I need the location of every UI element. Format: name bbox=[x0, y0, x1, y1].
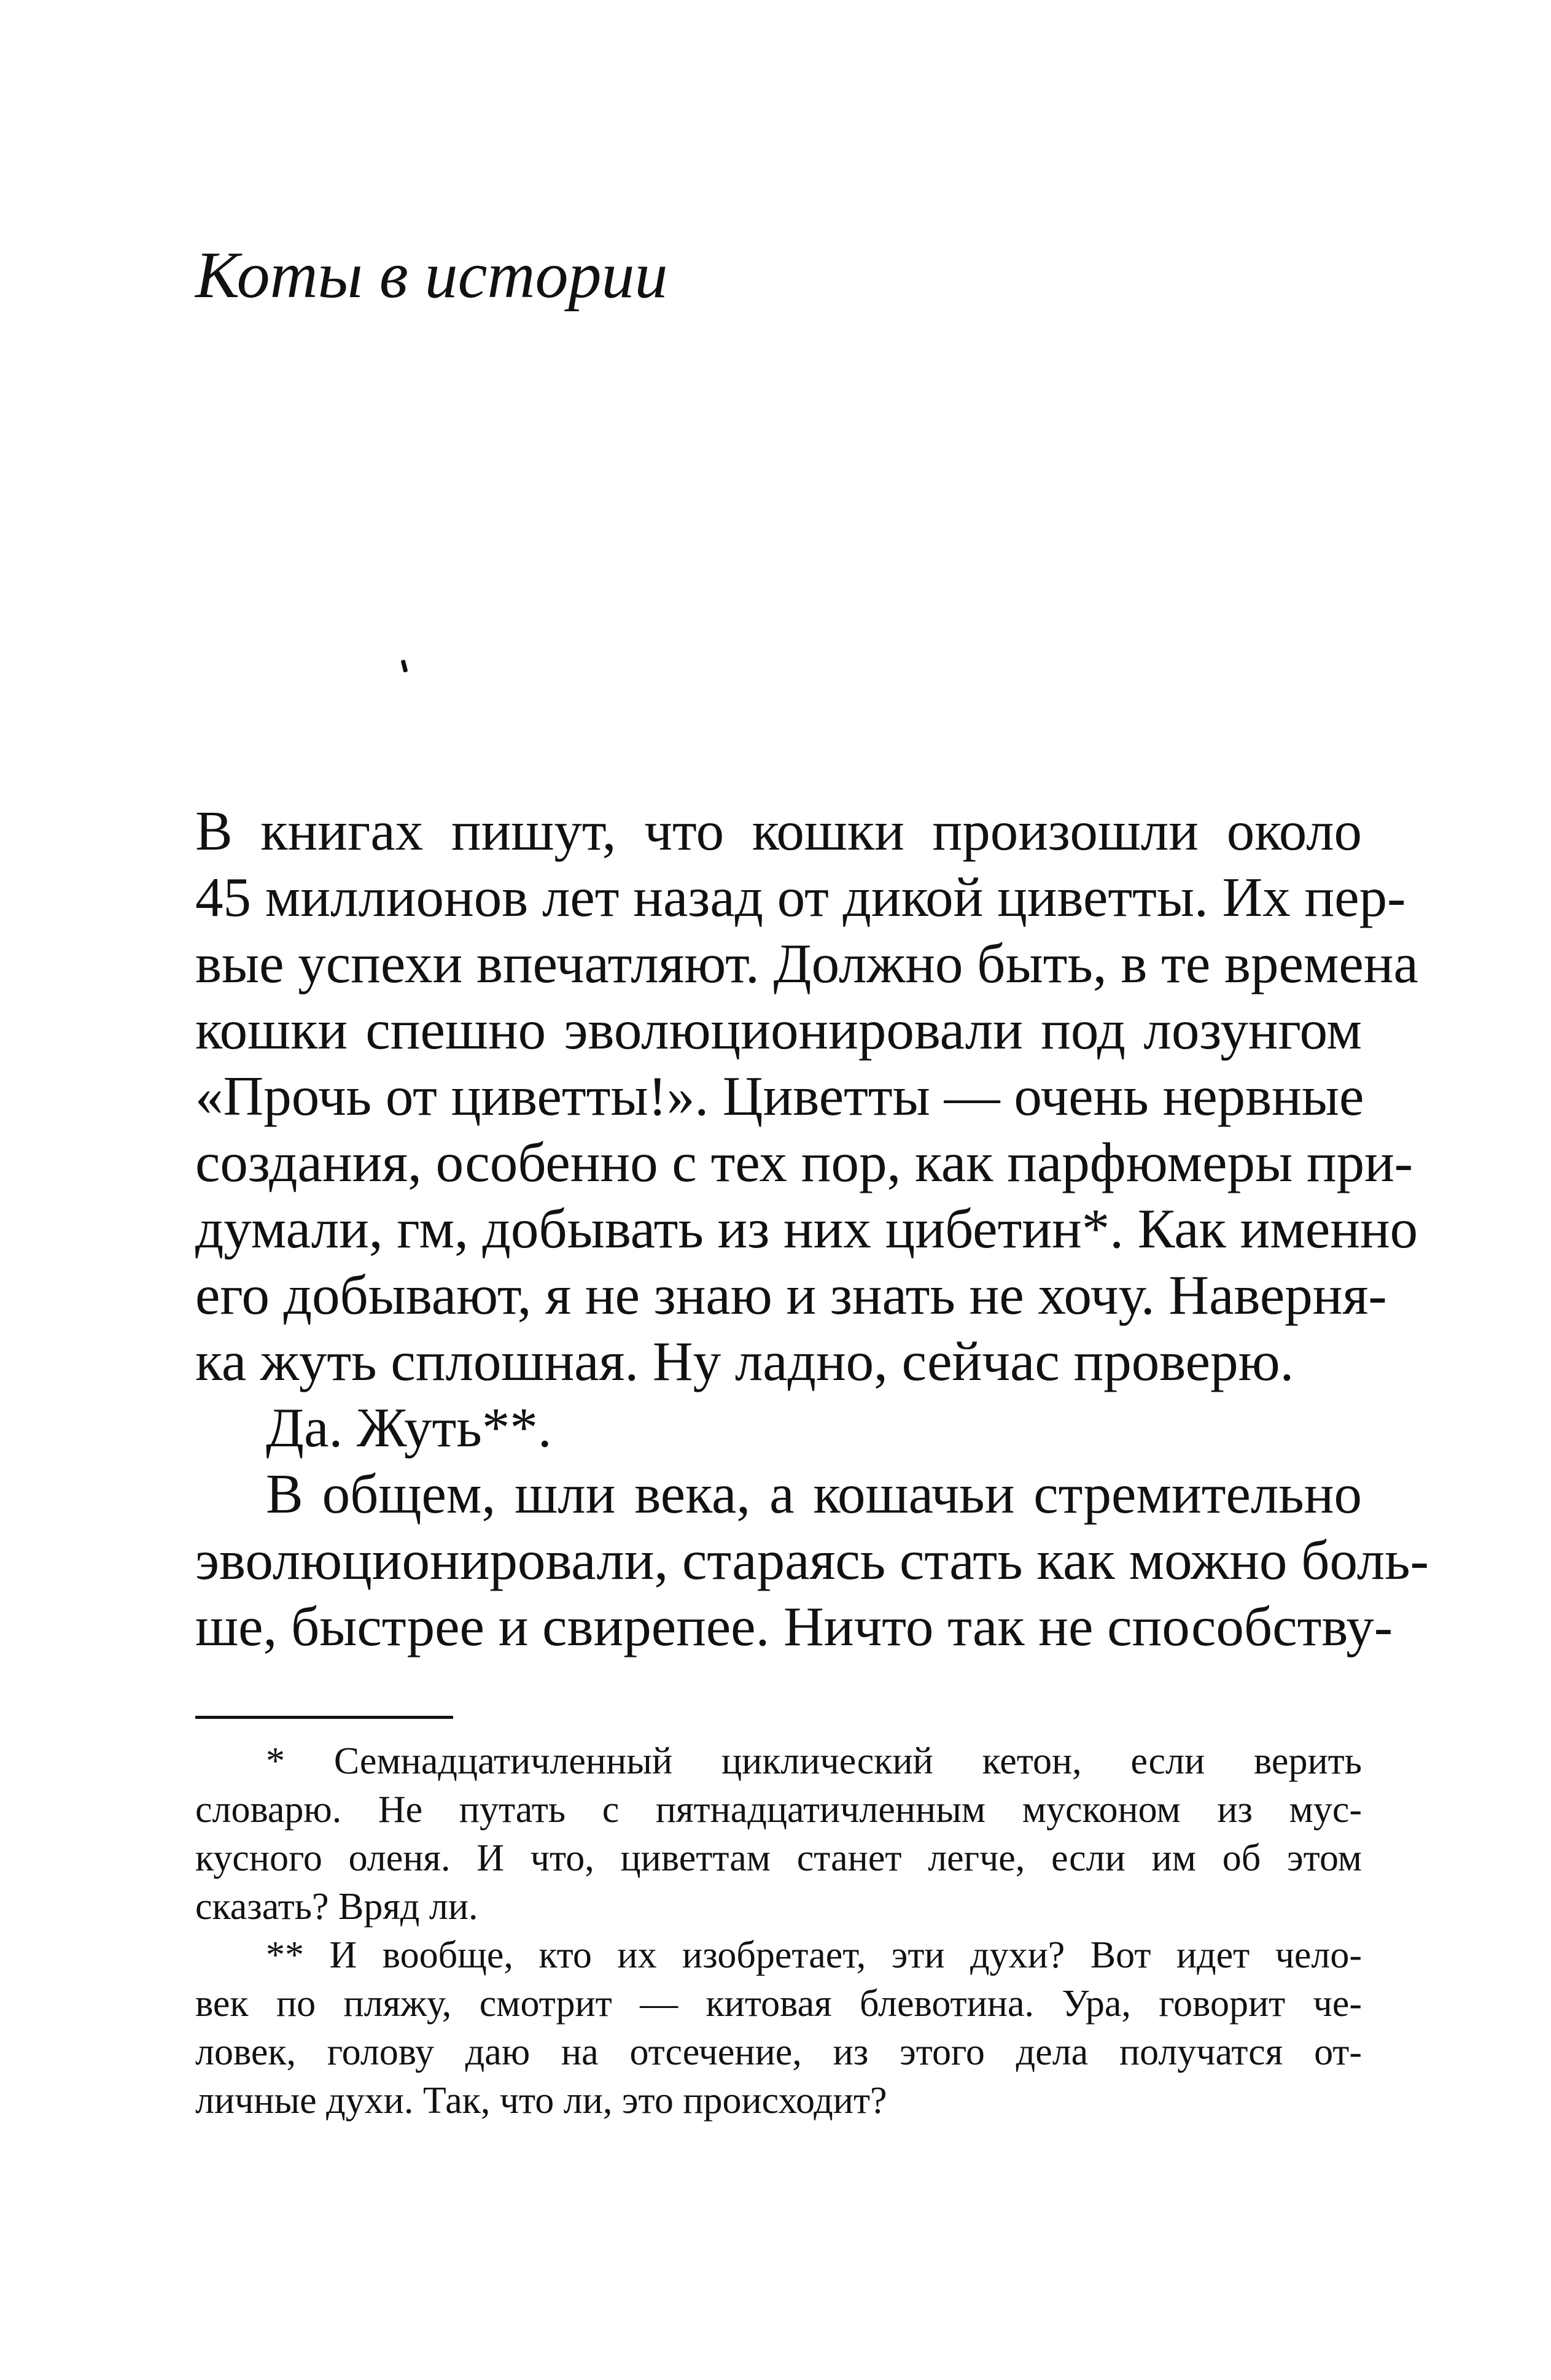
body-line: Да. Жуть**. bbox=[266, 1397, 552, 1459]
footnote-line: ловек, голову даю на отсечение, из этого дела получатся от- bbox=[195, 2031, 1362, 2073]
body-line: создания, особенно с тех пор, как парфюмеры при- bbox=[195, 1131, 1413, 1193]
footnote-line: личные духи. Так, что ли, это происходит? bbox=[195, 2080, 887, 2122]
body-line: эволюционировали, стараясь стать как можно боль- bbox=[195, 1529, 1429, 1591]
body-line: ше, быстрее и свирепее. Ничто так не способству- bbox=[195, 1595, 1393, 1657]
body-line: 45 миллионов лет назад от дикой циветты. Их пер- bbox=[195, 866, 1406, 928]
body-line: вые успехи впечатляют. Должно быть, в те времена bbox=[195, 932, 1418, 994]
footnote-line: * Семнадцатичленный циклический кетон, если верить bbox=[266, 1740, 1362, 1782]
body-text bbox=[195, 798, 1429, 1660]
footnote-line: ** И вообще, кто их изобретает, эти духи? Вот идет чело- bbox=[266, 1934, 1362, 1976]
footnote-line: сказать? Вряд ли. bbox=[195, 1886, 478, 1928]
body-line: «Прочь от циветты!». Циветты — очень нервные bbox=[195, 1065, 1364, 1127]
body-line: кошки спешно эволюционировали под лозунгом bbox=[195, 999, 1362, 1061]
body-line: В общем, шли века, а кошачьи стремительно bbox=[266, 1463, 1362, 1525]
body-line: ка жуть сплошная. Ну ладно, сейчас проверю. bbox=[195, 1330, 1294, 1392]
footnote-line: век по пляжу, смотрит — китовая блевотина. Ура, говорит че- bbox=[195, 1983, 1362, 2025]
body-line: его добывают, я не знаю и знать не хочу. Наверня- bbox=[195, 1264, 1387, 1326]
body-line: В книгах пишут, что кошки произошли около bbox=[195, 800, 1362, 862]
chapter-title: Коты в истории bbox=[195, 239, 668, 312]
footnotes bbox=[195, 1737, 1362, 2125]
footnote-line: словарю. Не путать с пятнадцатичленным мусконом из мус- bbox=[195, 1789, 1362, 1831]
footnote-divider bbox=[195, 1716, 453, 1719]
stray-ink-mark bbox=[401, 659, 408, 672]
body-line: думали, гм, добывать из них цибетин*. Как именно bbox=[195, 1198, 1418, 1260]
footnote-line: кусного оленя. И что, циветтам станет легче, если им об этом bbox=[195, 1837, 1362, 1879]
